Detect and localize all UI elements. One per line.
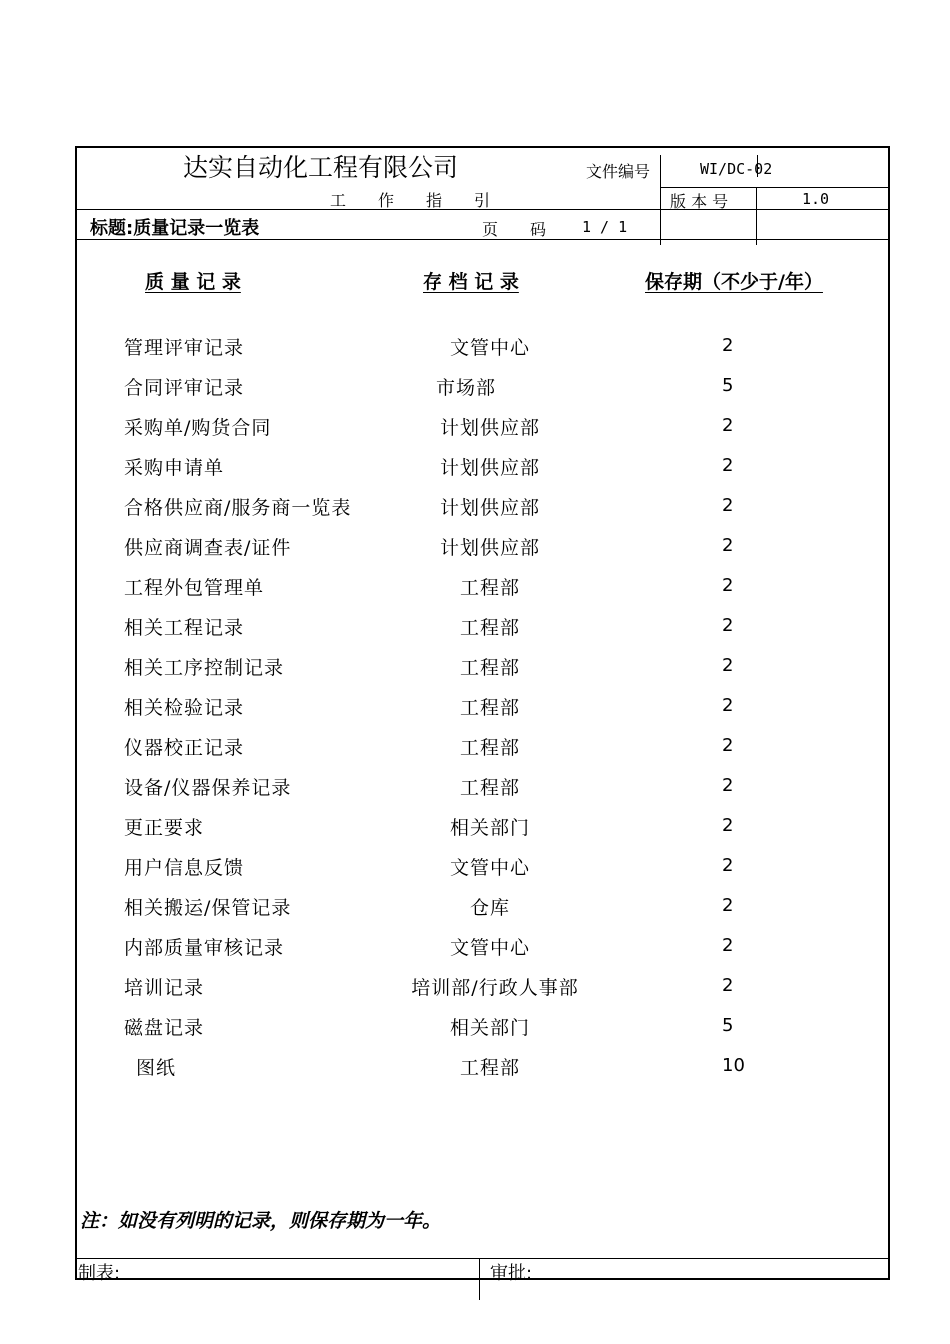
archive-dept: 工程部 <box>459 657 521 679</box>
archive-dept: 工程部 <box>459 577 521 599</box>
archive-dept: 计划供应部 <box>439 457 541 479</box>
record-name: 更正要求 <box>124 817 205 839</box>
archive-dept: 工程部 <box>459 1057 521 1079</box>
column-header-record: 质 量 记 录 <box>145 271 241 293</box>
archive-dept: 计划供应部 <box>439 417 541 439</box>
version-label: 版 本 号 <box>670 192 729 211</box>
record-name: 用户信息反馈 <box>124 857 245 879</box>
page-title: 标题:质量记录一览表 <box>90 218 260 239</box>
divider <box>75 1258 890 1259</box>
page-number: 1 / 1 <box>582 218 628 236</box>
retention-years: 2 <box>722 815 734 836</box>
retention-years: 2 <box>722 575 734 596</box>
record-name: 相关检验记录 <box>124 697 245 719</box>
divider <box>660 187 890 188</box>
archive-dept: 工程部 <box>459 697 521 719</box>
page-label: 页 码 <box>482 220 547 239</box>
footnote: 注：如没有列明的记录，则保存期为一年。 <box>80 1210 442 1232</box>
record-name: 相关工程记录 <box>124 617 245 639</box>
column-header-retention: 保存期（不少于/年） <box>645 271 823 293</box>
file-no-label: 文件编号 <box>586 162 651 181</box>
record-name: 合格供应商/服务商一览表 <box>124 497 352 519</box>
archive-dept: 文管中心 <box>449 937 531 959</box>
retention-years: 2 <box>722 335 734 356</box>
record-name: 仪器校正记录 <box>124 737 245 759</box>
column-header-archive: 存 档 记 录 <box>423 271 519 293</box>
retention-years: 2 <box>722 535 734 556</box>
retention-years: 5 <box>722 1015 734 1036</box>
doc-type: 工 作 指 引 <box>330 191 491 210</box>
retention-years: 2 <box>722 975 734 996</box>
retention-years: 2 <box>722 495 734 516</box>
retention-years: 5 <box>722 375 734 396</box>
divider <box>660 155 661 245</box>
retention-years: 2 <box>722 895 734 916</box>
prepared-by-label: 制表: <box>78 1263 121 1284</box>
archive-dept: 仓库 <box>469 897 511 919</box>
record-name: 工程外包管理单 <box>124 577 265 599</box>
archive-dept: 文管中心 <box>449 857 531 879</box>
record-name: 相关搬运/保管记录 <box>124 897 292 919</box>
company-name: 达实自动化工程有限公司 <box>183 153 459 182</box>
approved-by-label: 审批: <box>490 1263 533 1284</box>
divider <box>479 1258 480 1300</box>
record-name: 合同评审记录 <box>124 377 245 399</box>
version: 1.0 <box>802 190 830 208</box>
archive-dept: 工程部 <box>459 737 521 759</box>
record-name: 设备/仪器保养记录 <box>124 777 292 799</box>
archive-dept: 计划供应部 <box>439 537 541 559</box>
record-name: 采购申请单 <box>124 457 225 479</box>
archive-dept: 培训部/行政人事部 <box>411 977 579 999</box>
retention-years: 2 <box>722 415 734 436</box>
record-name: 培训记录 <box>124 977 205 999</box>
file-no: WI/DC-02 <box>700 160 773 178</box>
record-name: 内部质量审核记录 <box>124 937 285 959</box>
archive-dept: 工程部 <box>459 777 521 799</box>
retention-years: 2 <box>722 935 734 956</box>
retention-years: 2 <box>722 615 734 636</box>
retention-years: 2 <box>722 735 734 756</box>
archive-dept: 计划供应部 <box>439 497 541 519</box>
archive-dept: 工程部 <box>459 617 521 639</box>
record-name: 管理评审记录 <box>124 337 245 359</box>
retention-years: 2 <box>722 855 734 876</box>
record-name: 相关工序控制记录 <box>124 657 285 679</box>
archive-dept: 文管中心 <box>449 337 531 359</box>
divider <box>756 187 757 245</box>
retention-years: 10 <box>722 1055 745 1076</box>
retention-years: 2 <box>722 455 734 476</box>
record-name: 供应商调查表/证件 <box>124 537 292 559</box>
archive-dept: 市场部 <box>435 377 497 399</box>
retention-years: 2 <box>722 695 734 716</box>
record-name: 磁盘记录 <box>124 1017 205 1039</box>
archive-dept: 相关部门 <box>449 817 531 839</box>
retention-years: 2 <box>722 775 734 796</box>
archive-dept: 相关部门 <box>449 1017 531 1039</box>
record-name: 采购单/购货合同 <box>124 417 272 439</box>
retention-years: 2 <box>722 655 734 676</box>
record-name: 图纸 <box>136 1057 177 1079</box>
